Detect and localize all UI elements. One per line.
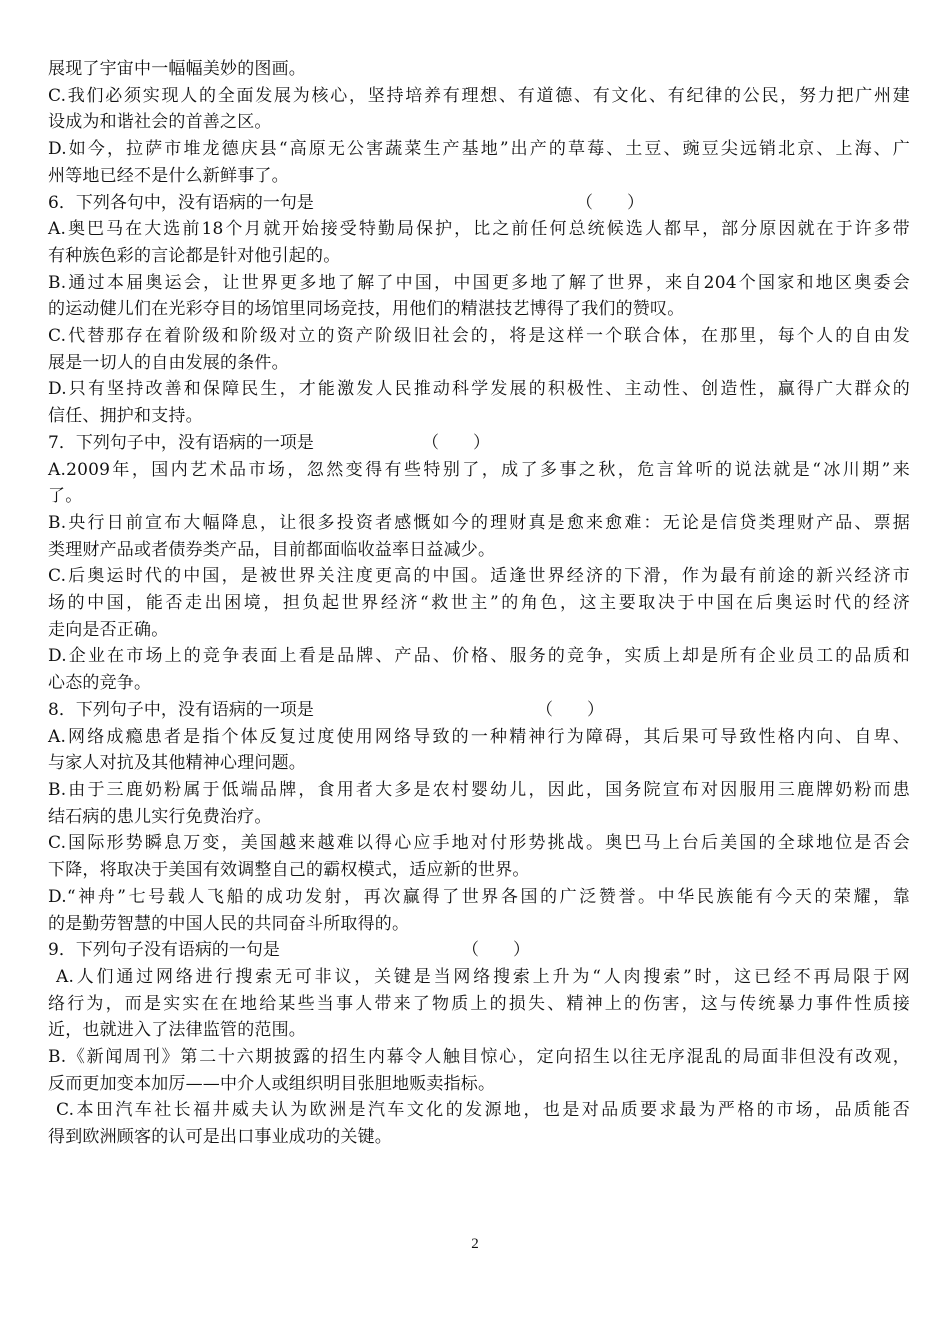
text-line: B.通过本届奥运会，让世界更多地了解了中国，中国更多地了解了世界，来自204个国家和地区奥委会 (48, 272, 910, 293)
text-line: 的运动健儿们在光彩夺目的场馆里同场竞技，用他们的精湛技艺博得了我们的赞叹。 (48, 299, 685, 320)
text-line: 设成为和谐社会的首善之区。 (48, 112, 272, 133)
text-line: 与家人对抗及其他精神心理问题。 (48, 753, 306, 774)
text-line: 展现了宇宙中一幅幅美妙的图画。 (48, 59, 306, 79)
question-6-stem: 6．下列各句中，没有语病的一句是 (48, 192, 314, 213)
text-line: A.人们通过网络进行搜索无可非议，关键是当网络搜索上升为“人肉搜索”时，这已经不再局限于网 (56, 966, 910, 987)
text-line: 的是勤劳智慧的中国人民的共同奋斗所取得的。 (48, 913, 410, 934)
text-line: 类理财产品或者债券类产品，目前都面临收益率日益减少。 (48, 539, 496, 560)
document-page (48, 56, 910, 1151)
question-9-answer-paren: （ ） (462, 940, 530, 961)
text-line: B.《新闻周刊》第二十六期披露的招生内幕令人触目惊心，定向招生以往无序混乱的局面非但没有改观， (48, 1047, 910, 1068)
question-7-answer-paren: （ ） (422, 432, 490, 453)
text-line: A.2009年，国内艺术品市场，忽然变得有些特别了，成了多事之秋，危言耸听的说法就是“冰川期”来 (48, 459, 910, 480)
text-line: D.如今，拉萨市堆龙德庆县“高原无公害蔬菜生产基地”出产的草莓、土豆、豌豆尖远销北京、上海、广 (48, 139, 910, 160)
text-line: 下降，将取决于美国有效调整自己的霸权模式，适应新的世界。 (48, 860, 530, 881)
text-line: A.奥巴马在大选前18个月就开始接受特勤局保护，比之前任何总统候选人都早，部分原因就在于许多带 (48, 219, 910, 240)
question-6-heading (48, 190, 910, 217)
text-line: 结石病的患儿实行免费治疗。 (48, 806, 272, 827)
text-line: 走向是否正确。 (48, 619, 169, 640)
question-7-stem: 7．下列句子中，没有语病的一项是 (48, 432, 314, 453)
question-7-heading (48, 430, 910, 457)
question-9-heading (48, 937, 910, 964)
text-line: C.我们必须实现人的全面发展为核心，坚持培养有理想、有道德、有文化、有纪律的公民，努力把广州建 (48, 85, 910, 106)
text-line: 反而更加变本加厉——中介人或组织明目张胆地贩卖指标。 (48, 1073, 496, 1094)
text-line: 州等地已经不是什么新鲜事了。 (48, 165, 289, 186)
text-line: D.只有坚持改善和保障民生，才能激发人民推动科学发展的积极性、主动性、创造性，赢得广大群众的 (48, 379, 910, 400)
text-line: A.网络成瘾患者是指个体反复过度使用网络导致的一种精神行为障碍，其后果可导致性格内向、自卑、 (48, 726, 910, 747)
text-line: 络行为，而是实实在在地给某些当事人带来了物质上的损失、精神上的伤害，这与传统暴力事件性质接 (48, 993, 910, 1014)
text-line: C.国际形势瞬息万变，美国越来越难以得心应手地对付形势挑战。奥巴马上台后美国的全球地位是否会 (48, 833, 910, 854)
text-line: 近，也就进入了法律监管的范围。 (48, 1020, 306, 1041)
text-line: B.央行日前宣布大幅降息，让很多投资者感慨如今的理财真是愈来愈难：无论是信贷类理财产品、票据 (48, 512, 910, 533)
text-line: C.本田汽车社长福井威夫认为欧洲是汽车文化的发源地，也是对品质要求最为严格的市场，品质能否 (56, 1100, 910, 1121)
question-9-stem: 9．下列句子没有语病的一句是 (48, 940, 280, 961)
text-line: 了。 (48, 486, 83, 507)
text-line: C.后奥运时代的中国，是被世界关注度更高的中国。适逢世界经济的下滑，作为最有前途的新兴经济市 (48, 566, 910, 587)
text-line: D.企业在市场上的竞争表面上看是品牌、产品、价格、服务的竞争，实质上却是所有企业员工的品质和 (48, 646, 910, 667)
text-line: 得到欧洲顾客的认可是出口事业成功的关键。 (48, 1127, 392, 1148)
text-line: 展是一切人的自由发展的条件。 (48, 352, 289, 373)
text-line: B.由于三鹿奶粉属于低端品牌，食用者大多是农村婴幼儿，因此，国务院宣布对因服用三鹿牌奶粉而患 (48, 779, 910, 800)
text-line: 心态的竞争。 (48, 673, 152, 694)
question-8-answer-paren: （ ） (536, 699, 604, 720)
question-6-answer-paren: （ ） (576, 192, 644, 213)
text-line: 场的中国，能否走出困境，担负起世界经济“救世主”的角色，这主要取决于中国在后奥运时代的经济 (48, 593, 910, 614)
text-line: 信任、拥护和支持。 (48, 406, 203, 427)
text-line: C.代替那存在着阶级和阶级对立的资产阶级旧社会的，将是这样一个联合体，在那里，每个人的自由发 (48, 326, 910, 347)
page-number: 2 (471, 1236, 479, 1252)
text-line: 有种族色彩的言论都是针对他引起的。 (48, 245, 341, 266)
text-line: D.“神舟”七号载人飞船的成功发射，再次赢得了世界各国的广泛赞誉。中华民族能有今天的荣耀，靠 (48, 886, 910, 907)
question-8-heading (48, 697, 910, 724)
question-8-stem: 8．下列句子中，没有语病的一项是 (48, 699, 314, 720)
